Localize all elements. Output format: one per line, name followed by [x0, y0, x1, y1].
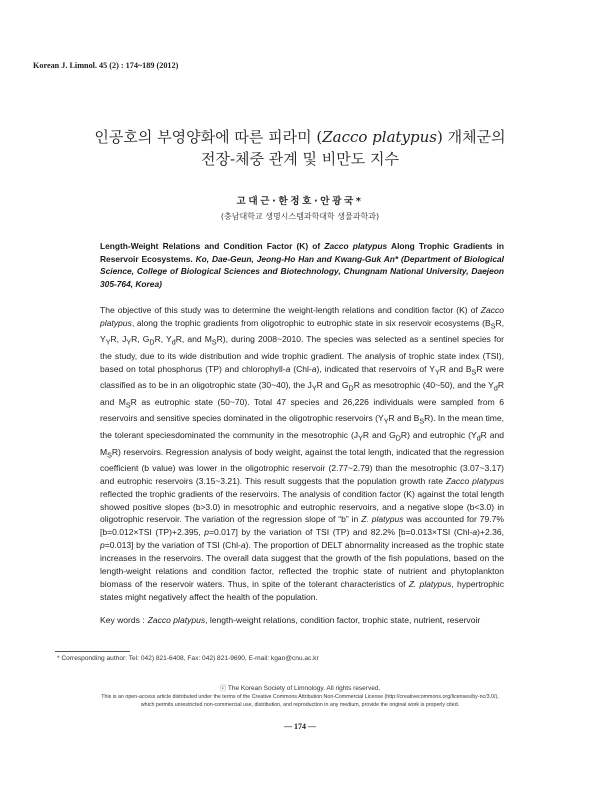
- title-line-1: [40, 126, 560, 148]
- title-part: ) 개체군의: [436, 128, 506, 146]
- species-name: Zacco platypus: [445, 475, 504, 486]
- subscript: Y: [358, 434, 363, 443]
- license-line-1: This is an open-access article distributed under the terms of the Creative Commons Attribution Non-Commercial License (http://creativecommons.org/licenses/by-nc/3.0/),: [101, 694, 499, 700]
- title-species: Zacco platypus: [322, 128, 437, 146]
- keywords-list: [148, 614, 504, 627]
- abstract-text: R and G: [316, 380, 349, 391]
- subscript: D: [395, 434, 401, 443]
- species-name: Zacco platypus: [100, 305, 504, 328]
- keywords: [100, 614, 504, 627]
- italic-a: a: [472, 527, 478, 538]
- abstract-text: R, G: [131, 334, 150, 345]
- abstract-text: The objective of this study was to determine the weight-length relations and condition factor (K) of: [100, 305, 481, 315]
- subscript: Y: [383, 418, 389, 427]
- copyright-notice: ⓒ The Korean Society of Limnology. All rights reserved.: [219, 685, 381, 692]
- subscript: d: [476, 434, 481, 443]
- abstract-text: R, and M: [175, 334, 212, 345]
- page-number: — 174 —: [284, 722, 316, 731]
- subscript: Y: [311, 385, 317, 394]
- keyword-rest: , length-weight relations, condition factor, trophic state, nutrient, reservoir: [205, 615, 481, 625]
- keyword-species: Zacco platypus: [147, 615, 206, 625]
- corresponding-author-footnote: * Corresponding author: Tel: 042) 821-6408, Fax: 042) 821-9690, E-mail: kgan@cnu.ac.kr: [57, 655, 319, 662]
- subscript: d: [171, 339, 176, 348]
- abstract-text: R, Y: [100, 317, 504, 345]
- abstract-text: R as mesotrophic (40~50), and the Y: [353, 380, 494, 391]
- abstract-text: R and M: [100, 429, 505, 457]
- subscript: S: [107, 451, 112, 460]
- korean-authors: 고대근·한정호·안광국*: [236, 196, 364, 207]
- italic-a: a: [240, 540, 246, 551]
- italic-a: a: [285, 363, 291, 374]
- abstract-text: R) and eutrophic (Y: [400, 429, 477, 440]
- title-line-2: 전장-체중 관계 및 비만도 지수: [200, 150, 400, 168]
- italic-p: p: [100, 540, 105, 551]
- subscript: S: [490, 322, 496, 331]
- abstract-text: =0.013] by the variation of TSI (Chl-: [104, 540, 241, 551]
- english-title-species: Zacco platypus: [324, 241, 388, 251]
- abstract-text: was accounted for 79.7% [b=0.012×TSI (TP)+2.395,: [100, 514, 504, 538]
- abstract-text: R and M: [100, 380, 504, 407]
- species-name: Z. platypus: [408, 578, 452, 589]
- abstract-text: R and G: [362, 429, 396, 440]
- abstract: [100, 304, 504, 603]
- abstract-text: R as eutrophic state (50~70). Total 47 species and 26,226 individuals were sampled from 6 reservoirs and sensitive species dominated in the oligotrophic reservoirs (Y: [100, 396, 504, 424]
- abstract-text: R, J: [110, 334, 127, 345]
- subscript: Y: [105, 339, 111, 348]
- subscript: D: [348, 385, 354, 394]
- license-line-2: which permits unrestricted non-commercial use, distribution, and reproduction in any medium, provide the original work is properly cited.: [140, 702, 460, 708]
- abstract-text: ), indicated that reservoirs of Y: [316, 363, 435, 374]
- abstract-text: R), during 2008~2010. The species was selected as a sentinel species for the study, due to its wide distribution and wide trophic gradient. The analysis of trophic state index (TSI), based on total phosphorus (TP) and chlorophyll-: [100, 334, 504, 374]
- abstract-text: (Chl-: [290, 363, 312, 374]
- abstract-text: , hypertrophic states might negatively affect the health of the population.: [100, 578, 504, 602]
- keywords-label: Key words :: [100, 615, 145, 625]
- license-notice: [40, 693, 560, 709]
- subscript: S: [125, 401, 131, 410]
- abstract-text: R). In the mean time, the tolerant speciesdominated the community in the mesotrophic (J: [100, 413, 504, 440]
- subscript: Y: [434, 368, 440, 377]
- abstract-text: R were classified as to be in an oligotrophic state (30~40), the J: [100, 363, 504, 391]
- abstract-text: ). The proportion of DELT abnormality increased as the trophic state increases in the reservoirs. The overall data suggest that the growth of the fish populations, based on the length-weight relations and condition factor, reflected the trophic state of nutrient and phytoplankton biomass of the reservoir waters. Thus, in spite of the tolerant characteristics of: [100, 540, 504, 589]
- subscript: Y: [126, 339, 132, 348]
- subscript: S: [211, 339, 217, 348]
- italic-p: p: [204, 527, 210, 538]
- subscript: S: [419, 418, 425, 427]
- abstract-text: R and B: [439, 363, 472, 374]
- abstract-text: , along the trophic gradients from oligotrophic to eutrophic state in six reservoir ecosystems (B: [131, 317, 491, 328]
- abstract-text: R) reservoirs. Regression analysis of body weight, against the total length, indicated that the regression coefficient (b value) was lower in the oligotrophic reservoir (2.77~2.79) than the mesotrophic (3.07~3.17) and eutrophic reservoirs (3.15~3.21). This result suggests that the population growth rate: [100, 446, 504, 486]
- english-title: Along Trophic Gradients in Reservoir Ecosystems.: [100, 241, 505, 264]
- abstract-text: )+2.36,: [477, 527, 504, 538]
- english-title-block: [100, 240, 504, 290]
- footnote-divider: [55, 651, 130, 652]
- species-name: Z. platypus: [361, 514, 404, 525]
- abstract-text: R, Y: [154, 334, 172, 345]
- italic-a: a: [311, 363, 317, 374]
- abstract-text: R and B: [388, 413, 420, 424]
- abstract-text: reflected the trophic gradients of the reservoirs. The analysis of condition factor (K) against the total length showed positive slopes (b>3.0) in mesotrophic and eutrophic reservoirs, and a negative slope (b<3.0) in oligotrophic reservoir. The variation of the regression slope of “b” in: [100, 488, 504, 525]
- journal-citation: Korean J. Limnol. 45 (2) : 174~189 (2012): [33, 61, 179, 70]
- english-title: Length-Weight Relations and Condition Factor (K) of: [100, 241, 325, 251]
- subscript: S: [471, 368, 477, 377]
- title-part: 인공호의 부영양화에 따른 피라미 (: [94, 128, 323, 146]
- korean-title: [40, 126, 560, 170]
- korean-affiliation: (충남대학교 생명시스템과학대학 생물과학과): [220, 212, 380, 221]
- english-authors-affiliation: Ko, Dae-Geun, Jeong-Ho Han and Kwang-Guk An* (Department of Biological Science, College of Biological Sciences and Biotechnology, Chungnam National University, Daejeon 305-764, Korea): [100, 253, 505, 289]
- subscript: D: [149, 339, 155, 348]
- subscript: d: [493, 385, 498, 394]
- abstract-text: =0.017] by the variation of TSI (TP) and 82.2% [b=0.013×TSI (Chl-: [209, 527, 473, 538]
